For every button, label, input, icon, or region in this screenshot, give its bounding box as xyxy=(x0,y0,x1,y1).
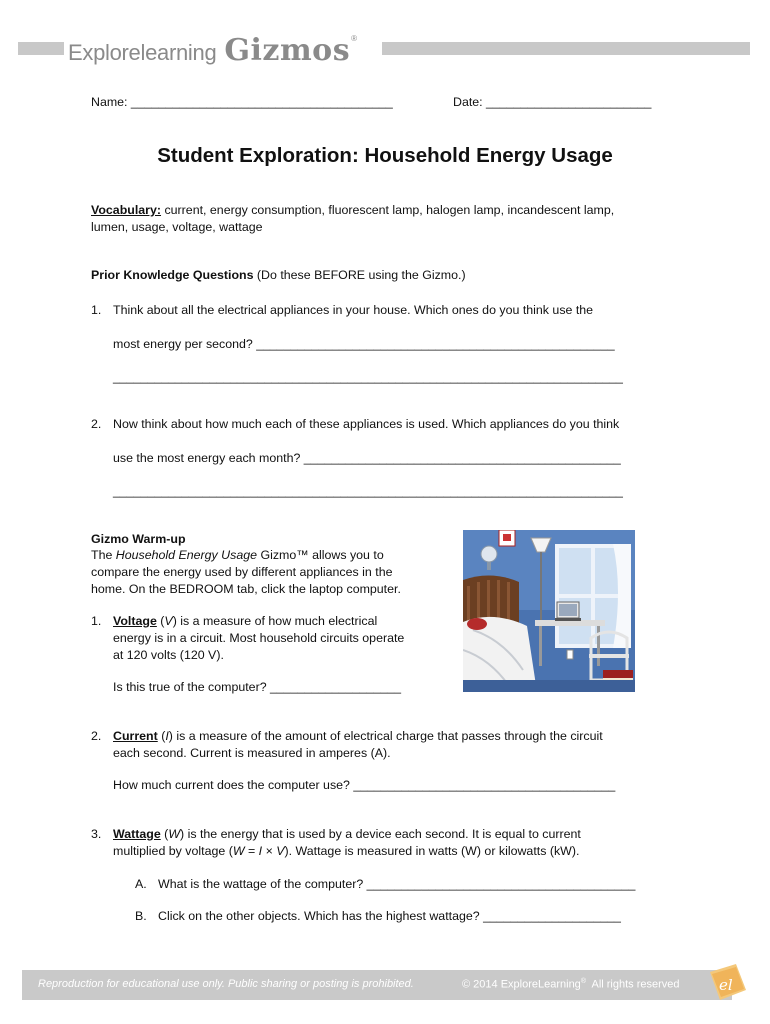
warmup-q2-rest: ) is a measure of the amount of electrical charge that passes through the circuit xyxy=(168,729,603,743)
logo-learning-text: learning xyxy=(140,40,217,65)
warmup-q1-line-1 xyxy=(113,614,377,628)
prior-q2-number: 2. xyxy=(91,417,102,431)
copyright-registered-mark: ® xyxy=(580,978,586,985)
prior-q1-number: 1. xyxy=(91,303,102,317)
prior-q2-text: Now think about how much each of these appliances is used. Which appliances do you think xyxy=(113,417,620,431)
vocabulary-label: Vocabulary: xyxy=(91,203,162,217)
warmup-q3b-answer[interactable]: Click on the other objects. Which has the highest wattage? ____________________ xyxy=(158,909,621,923)
warmup-q2-answer[interactable]: How much current does the computer use? ______________________________________ xyxy=(113,778,616,792)
warmup-q3b-label: B. xyxy=(135,909,147,923)
vocabulary-line-1 xyxy=(91,203,614,217)
badge-text: el xyxy=(719,976,733,994)
prior-q2-answer-line-1[interactable]: use the most energy each month? ______________________________________________ xyxy=(113,451,621,465)
warmup-intro-3: home. On the BEDROOM tab, click the laptop computer. xyxy=(91,582,401,596)
warmup-q1-answer[interactable]: Is this true of the computer? ___________________ xyxy=(113,680,401,694)
warmup-heading: Gizmo Warm-up xyxy=(91,532,186,546)
vocabulary-terms-2: lumen, usage, voltage, wattage xyxy=(91,220,263,234)
prior-knowledge-note: (Do these BEFORE using the Gizmo.) xyxy=(253,268,466,282)
bedroom-gizmo-image xyxy=(463,530,635,692)
voltage-term: Voltage xyxy=(113,614,157,628)
logo-registered-mark: ® xyxy=(351,34,357,43)
warmup-intro-2: compare the energy used by different appliances in the xyxy=(91,565,393,579)
footer-bar xyxy=(22,970,732,1000)
warmup-q1-line-3: at 120 volts (120 V). xyxy=(113,648,224,662)
explorelearning-el-badge-icon xyxy=(706,962,750,1006)
header-bar-right xyxy=(382,42,750,55)
warmup-q3-number: 3. xyxy=(91,827,102,841)
warmup-q1-paren: ( xyxy=(156,614,165,628)
logo-explore-text: Explore xyxy=(68,40,141,65)
warmup-q1-rest: ) is a measure of how much electrical xyxy=(172,614,378,628)
equation-v: V xyxy=(276,844,285,858)
rights-reserved-text: All rights reserved xyxy=(585,978,680,991)
warmup-q3-rest: ) is the energy that is used by a device each second. It is equal to current xyxy=(180,827,581,841)
prior-knowledge-label: Prior Knowledge Questions xyxy=(91,268,254,282)
equation-i: I xyxy=(258,844,263,858)
header-bar-left xyxy=(18,42,64,55)
prior-q2-answer-line-2[interactable]: __________________________________________________________________________ xyxy=(113,484,623,498)
prior-q1-text: Think about all the electrical appliances in your house. Which ones do you think use the xyxy=(113,303,594,317)
warmup-q3-line-1 xyxy=(113,827,581,841)
equation-w: W xyxy=(232,844,245,858)
footer-copyright xyxy=(462,978,680,991)
logo-gizmos-text: Gizmos xyxy=(224,33,351,68)
warmup-q3a-answer[interactable]: What is the wattage of the computer? _______________________________________ xyxy=(158,877,636,891)
warmup-q3-line-2 xyxy=(113,844,579,858)
gizmo-name: Household Energy Usage xyxy=(115,548,258,562)
wattage-symbol: W xyxy=(168,827,181,841)
equation-times: × xyxy=(262,844,277,858)
warmup-q2-line-1 xyxy=(113,729,603,743)
equation-equals: = xyxy=(244,844,259,858)
warmup-q3-line-2b: ). Wattage is measured in watts (W) or kilowatts (kW). xyxy=(284,844,580,858)
copyright-text: © 2014 ExploreLearning xyxy=(462,978,581,991)
footer-reproduction-notice: Reproduction for educational use only. Public sharing or posting is prohibited. xyxy=(38,978,414,990)
current-symbol: I xyxy=(165,729,169,743)
warmup-q1-line-2: energy is in a circuit. Most household circuits operate xyxy=(113,631,405,645)
warmup-q2-paren: ( xyxy=(157,729,166,743)
page-title: Student Exploration: Household Energy Usage xyxy=(157,144,613,167)
wattage-term: Wattage xyxy=(113,827,161,841)
warmup-intro-b: Gizmo™ allows you to xyxy=(257,548,384,562)
prior-knowledge-heading xyxy=(91,268,466,282)
current-term: Current xyxy=(113,729,158,743)
warmup-q2-number: 2. xyxy=(91,729,102,743)
prior-q1-answer-line-1[interactable]: most energy per second? ____________________________________________________ xyxy=(113,337,615,351)
date-field[interactable]: Date: ________________________ xyxy=(453,95,652,109)
explorelearning-gizmos-logo xyxy=(68,28,357,68)
warmup-intro-1 xyxy=(91,548,384,562)
warmup-q2-line-2: each second. Current is measured in amperes (A). xyxy=(113,746,391,760)
warmup-q3-paren: ( xyxy=(160,827,169,841)
voltage-symbol: V xyxy=(164,614,173,628)
warmup-q3a-label: A. xyxy=(135,877,147,891)
warmup-q1-number: 1. xyxy=(91,614,102,628)
vocabulary-terms-1: current, energy consumption, fluorescent lamp, halogen lamp, incandescent lamp, xyxy=(161,203,615,217)
bedroom-illustration xyxy=(463,530,635,692)
name-field[interactable]: Name: ______________________________________ xyxy=(91,95,393,109)
warmup-q3-line-2a: multiplied by voltage ( xyxy=(113,844,233,858)
warmup-intro-a: The xyxy=(91,548,116,562)
prior-q1-answer-line-2[interactable]: __________________________________________________________________________ xyxy=(113,370,623,384)
